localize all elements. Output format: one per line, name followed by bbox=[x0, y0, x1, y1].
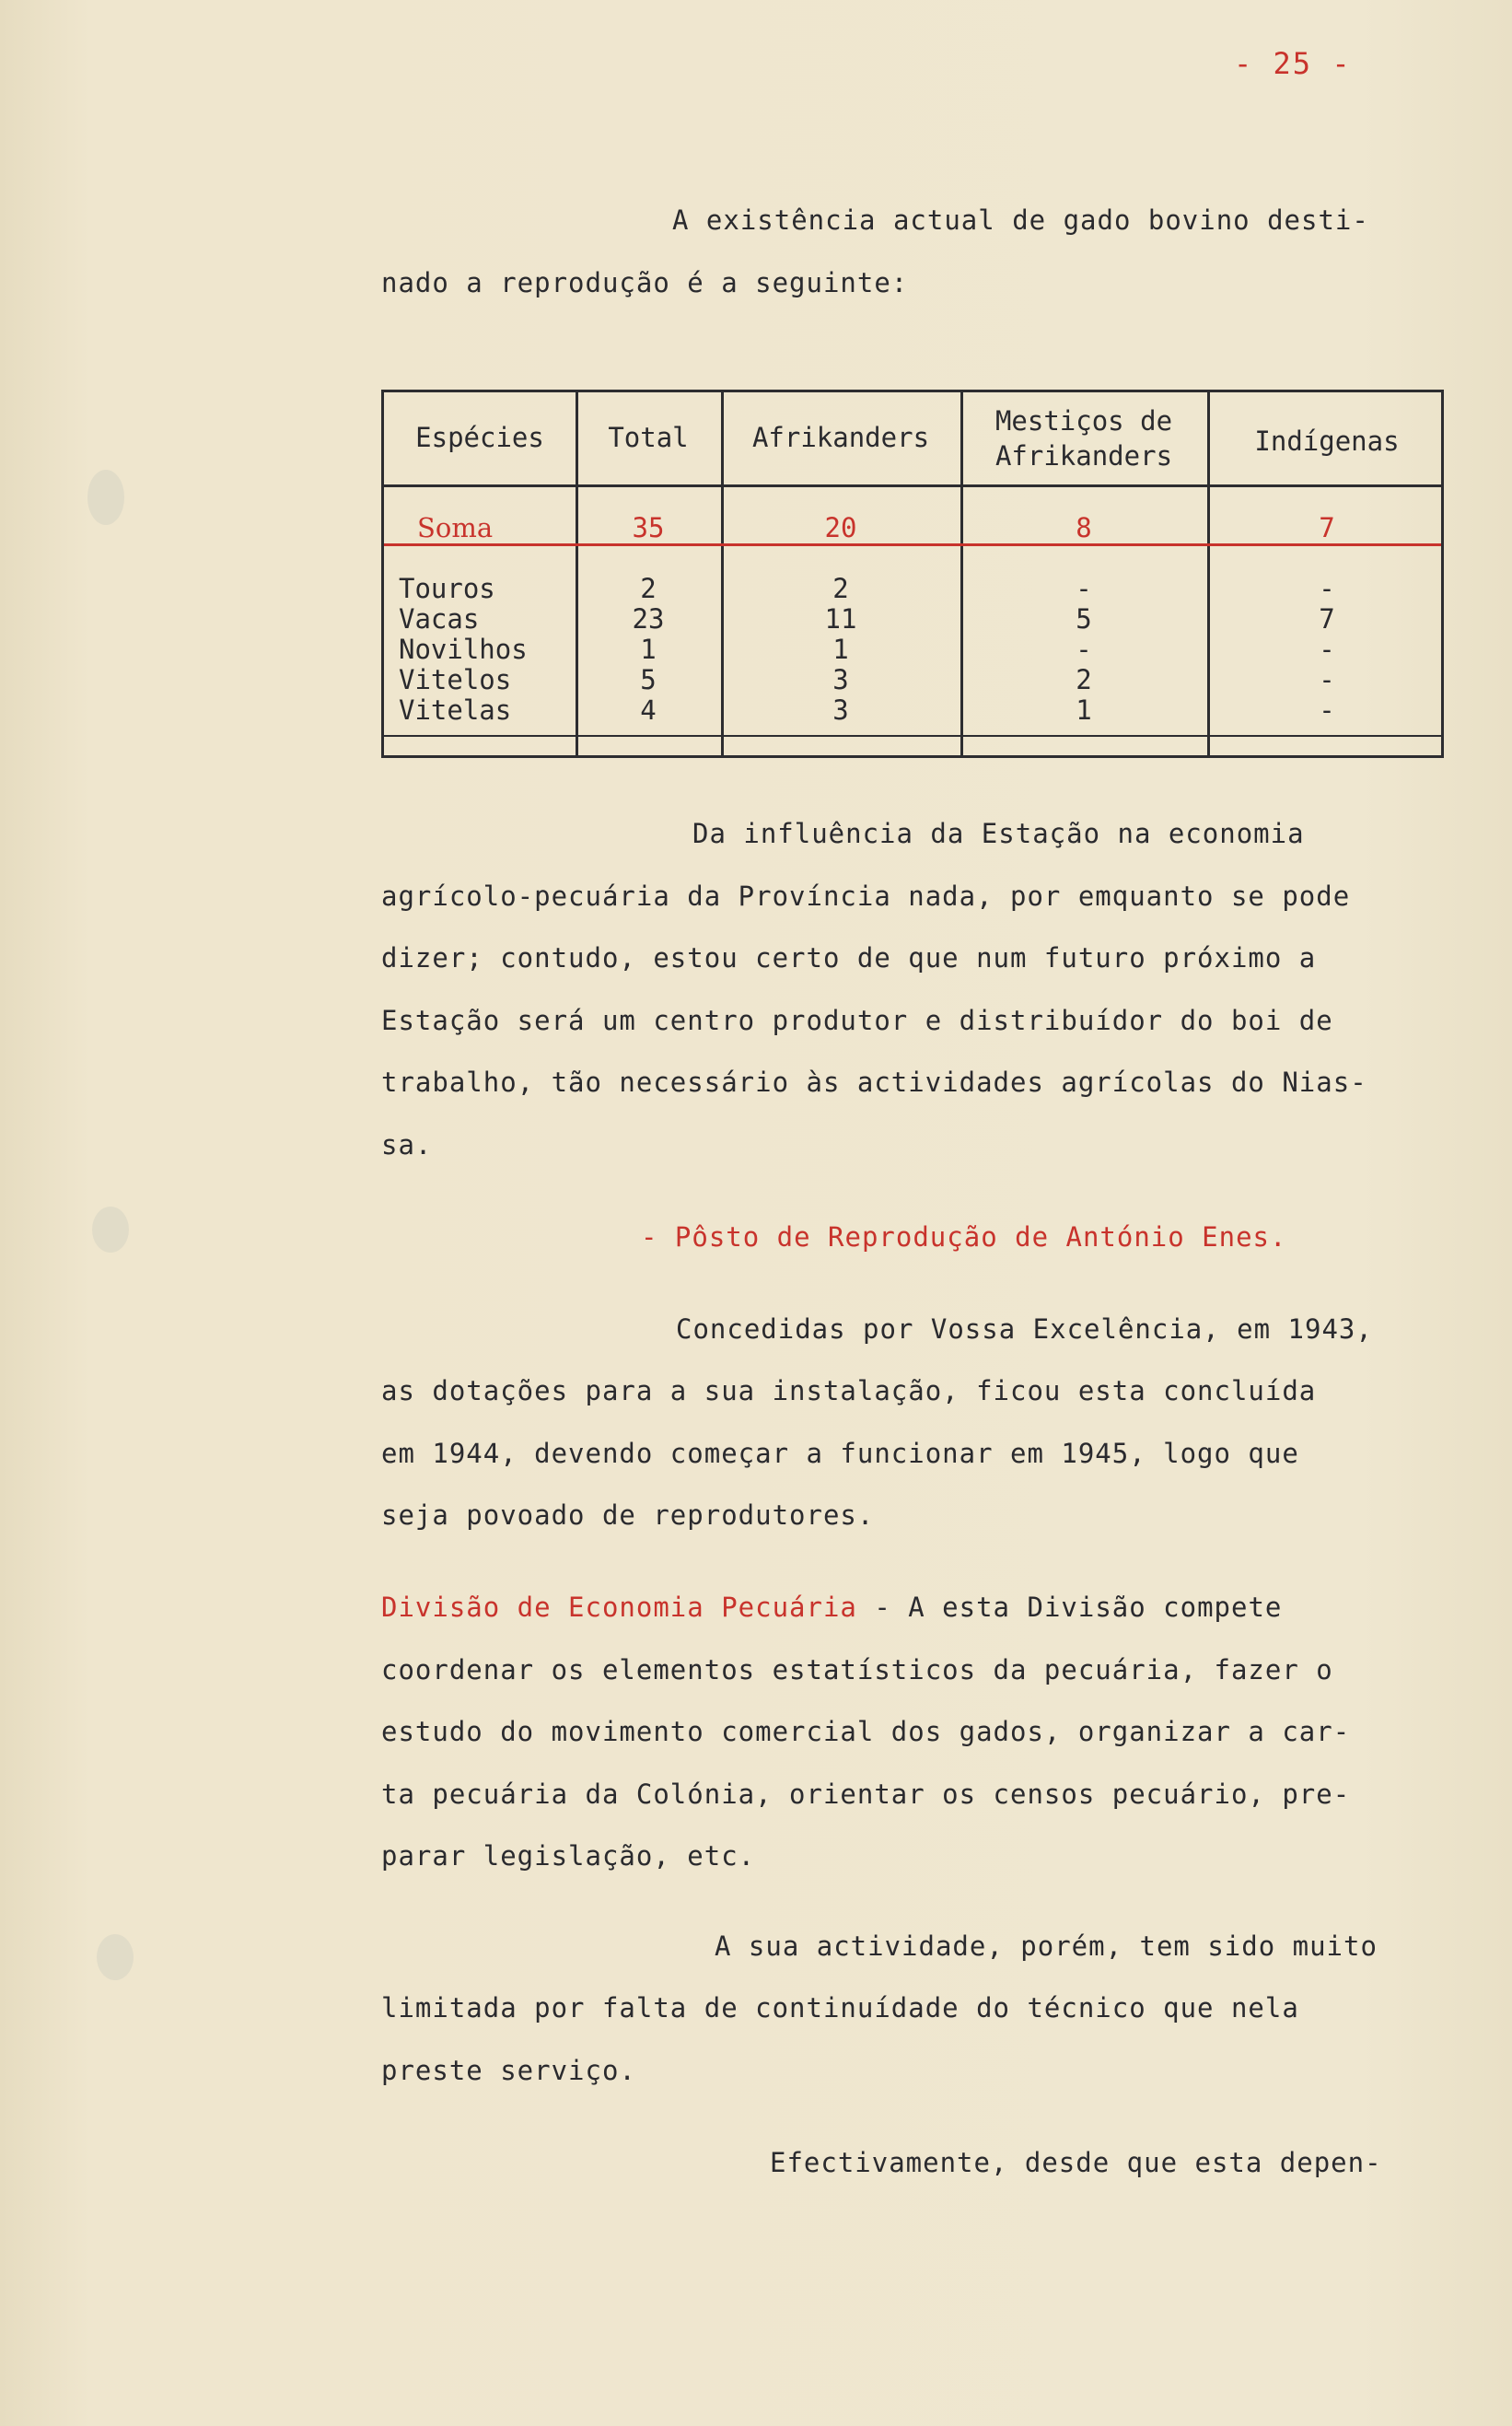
soma-rule bbox=[384, 543, 1441, 546]
header-mesticos-line2: Afrikanders bbox=[994, 440, 1173, 472]
row-label-vacas: Vacas bbox=[399, 603, 480, 635]
row-label-novilhos: Novilhos bbox=[399, 634, 528, 665]
header-rule bbox=[384, 484, 1441, 487]
paper-stain bbox=[97, 1934, 134, 1980]
header-afrikanders: Afrikanders bbox=[751, 422, 930, 453]
para1-line: dizer; contudo, estou certo de que num futuro próximo a bbox=[381, 942, 1317, 974]
soma-label: Soma bbox=[417, 512, 494, 543]
header-especies: Espécies bbox=[415, 422, 544, 453]
intro-line: A existência actual de gado bovino desti- bbox=[672, 204, 1369, 236]
row-label-vitelos: Vitelos bbox=[399, 664, 512, 695]
para1-line: Estação será um centro produtor e distribuídor do boi de bbox=[381, 1005, 1333, 1036]
para3-line: parar legislação, etc. bbox=[381, 1840, 756, 1872]
cell-vacas-indigenas: 7 bbox=[1319, 603, 1335, 635]
cell-vitelas-total: 4 bbox=[640, 694, 657, 726]
cell-novilhos-afrikanders: 1 bbox=[832, 634, 849, 665]
intro-line: nado a reprodução é a seguinte: bbox=[381, 267, 909, 298]
para3-line-start: - A esta Divisão compete bbox=[874, 1592, 1283, 1623]
cell-novilhos-indigenas: - bbox=[1319, 634, 1335, 665]
soma-mesticos: 8 bbox=[1076, 512, 1092, 543]
row-label-touros: Touros bbox=[399, 573, 495, 604]
para3-first-line bbox=[381, 1592, 1282, 1623]
para1-line: agrícolo-pecuária da Província nada, por emquanto se pode bbox=[381, 881, 1351, 912]
para4-line: preste serviço. bbox=[381, 2055, 636, 2086]
para3-line: ta pecuária da Colónia, orientar os censos pecuário, pre- bbox=[381, 1779, 1351, 1810]
para3-line: coordenar os elementos estatísticos da pecuária, fazer o bbox=[381, 1654, 1333, 1685]
livestock-table bbox=[381, 390, 1444, 758]
para4-line: A sua actividade, porém, tem sido muito bbox=[715, 1930, 1378, 1962]
section-heading-divisao: Divisão de Economia Pecuária bbox=[381, 1592, 857, 1623]
para2-line: seja povoado de reprodutores. bbox=[381, 1499, 875, 1531]
header-total: Total bbox=[608, 422, 689, 453]
para3-line: estudo do movimento comercial dos gados, organizar a car- bbox=[381, 1716, 1351, 1747]
header-mesticos-line1: Mestiços de bbox=[994, 405, 1173, 437]
para1-line: sa. bbox=[381, 1129, 433, 1161]
cell-vitelas-indigenas: - bbox=[1319, 694, 1335, 726]
header-indigenas: Indígenas bbox=[1254, 426, 1400, 457]
para1-line: Da influência da Estação na economia bbox=[692, 818, 1305, 849]
para1-line: trabalho, tão necessário às actividades agrícolas do Nias- bbox=[381, 1067, 1367, 1098]
para5-line: Efectivamente, desde que esta depen- bbox=[770, 2147, 1382, 2178]
cell-vitelos-mesticos: 2 bbox=[1076, 664, 1092, 695]
soma-indigenas: 7 bbox=[1319, 512, 1335, 543]
cell-touros-total: 2 bbox=[640, 573, 657, 604]
para2-line: em 1944, devendo começar a funcionar em 1945, logo que bbox=[381, 1438, 1299, 1469]
cell-vacas-total: 23 bbox=[632, 603, 665, 635]
cell-novilhos-mesticos: - bbox=[1076, 634, 1092, 665]
paper-stain bbox=[87, 470, 124, 525]
cell-vacas-mesticos: 5 bbox=[1076, 603, 1092, 635]
soma-afrikanders: 20 bbox=[824, 512, 857, 543]
para2-line: Concedidas por Vossa Excelência, em 1943, bbox=[676, 1313, 1373, 1345]
page-number: - 25 - bbox=[1234, 46, 1352, 81]
row-label-vitelas: Vitelas bbox=[399, 694, 512, 726]
section-heading-posto: - Pôsto de Reprodução de António Enes. bbox=[641, 1221, 1287, 1253]
cell-vacas-afrikanders: 11 bbox=[824, 603, 857, 635]
cell-vitelos-total: 5 bbox=[640, 664, 657, 695]
soma-total: 35 bbox=[632, 512, 665, 543]
bottom-rule bbox=[384, 735, 1441, 737]
cell-vitelas-mesticos: 1 bbox=[1076, 694, 1092, 726]
para2-line: as dotações para a sua instalação, ficou esta concluída bbox=[381, 1375, 1317, 1406]
cell-touros-indigenas: - bbox=[1319, 573, 1335, 604]
cell-vitelos-afrikanders: 3 bbox=[832, 664, 849, 695]
cell-touros-mesticos: - bbox=[1076, 573, 1092, 604]
cell-touros-afrikanders: 2 bbox=[832, 573, 849, 604]
cell-vitelas-afrikanders: 3 bbox=[832, 694, 849, 726]
cell-vitelos-indigenas: - bbox=[1319, 664, 1335, 695]
cell-novilhos-total: 1 bbox=[640, 634, 657, 665]
paper-stain bbox=[92, 1207, 129, 1253]
para4-line: limitada por falta de continuídade do técnico que nela bbox=[381, 1992, 1299, 2024]
